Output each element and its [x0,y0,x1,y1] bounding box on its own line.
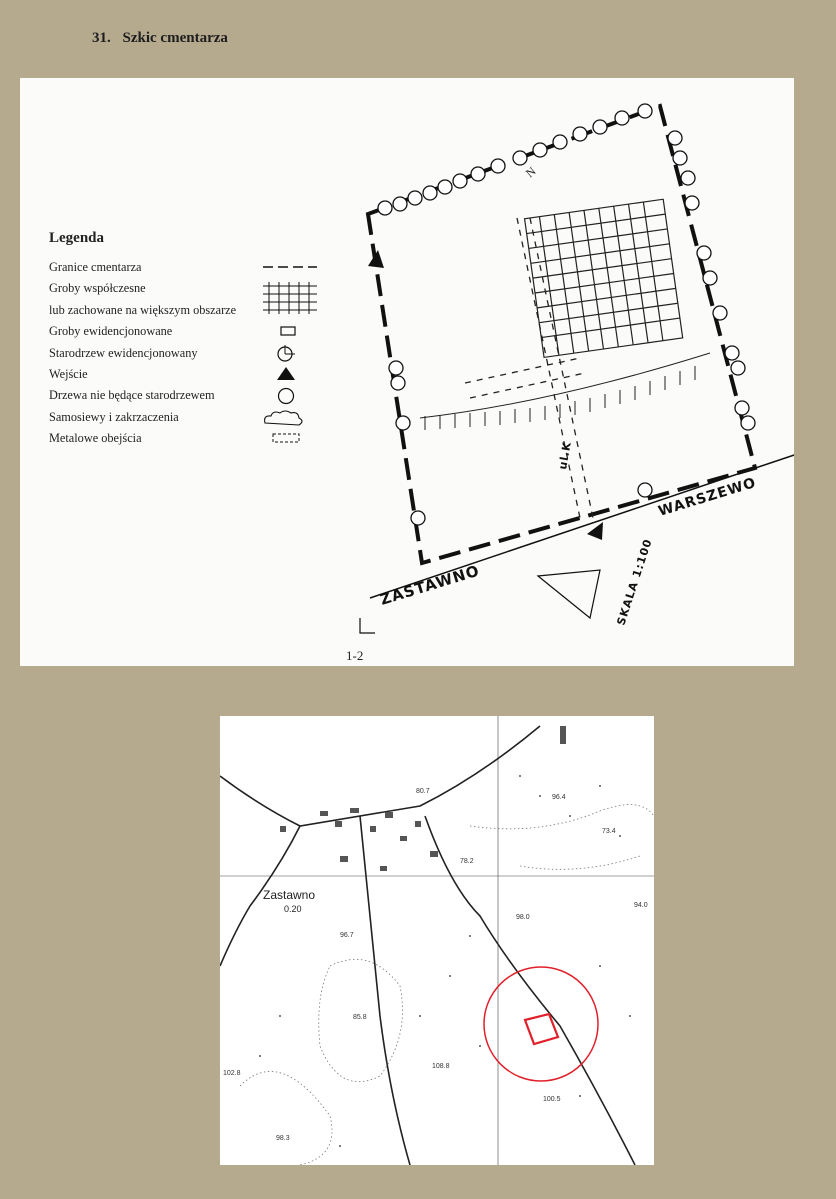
map-town-value: 0.20 [284,904,302,914]
legend-item [49,278,319,299]
location-map [220,716,654,1165]
legend [49,230,319,450]
scale-triangle [538,570,600,618]
shrub-cloud-icon [261,409,319,427]
legend-item [49,321,319,342]
legend-label: Groby współczesne [49,281,146,296]
street-label-warszewo: WARSZEWO [656,474,759,520]
legend-item [49,364,319,385]
section-title: Szkic cmentarza [122,30,228,46]
map-town-label: Zastawno [263,888,316,902]
old-tree-icon [261,345,319,365]
tree-circle-icon [261,387,319,405]
spot-height: 96.4 [552,794,566,801]
path-label: ul.K [556,440,574,471]
spot-height: 108.8 [432,1063,450,1070]
corner-mark [360,618,375,633]
spot-height: 98.0 [516,914,530,921]
legend-label: Drzewa nie będące starodrzewem [49,388,215,403]
cemetery-sketch-sheet [20,78,794,666]
legend-label: Starodrzew ewidencjonowany [49,345,198,360]
legend-label: Granice cmentarza [49,260,142,274]
map-buildings [280,726,566,871]
scale-label: SKALA 1:100 [614,537,655,627]
north-note: N [522,163,539,181]
spot-height: 102.8 [223,1070,241,1077]
spot-height: 73.4 [602,828,616,835]
inner-paths [465,218,593,518]
section-number: 31. [92,30,111,46]
spot-height: 96.7 [340,932,354,939]
legend-label: Wejście [49,366,88,381]
spot-height: 98.3 [276,1135,290,1142]
legend-item [49,385,319,406]
dashed-line-icon [261,259,319,275]
legend-title: Legenda [49,230,105,246]
map-contours [240,805,654,1165]
entrance-triangle-icon [261,366,319,382]
legend-item [49,428,319,449]
legend-item [49,343,319,364]
legend-item [49,300,319,321]
spot-height: 100.5 [543,1096,561,1103]
page-heading [92,30,228,47]
corner-label: 1-2 [346,648,364,663]
map-dots [259,775,631,1147]
spot-height: 80.7 [416,788,430,795]
legend-label: Metalowe obejścia [49,431,142,446]
legend-label: Samosiewy i zakrzaczenia [49,409,179,424]
topographic-map-drawing [220,716,654,1165]
legend-item [49,257,319,278]
location-highlight-circle [484,967,598,1081]
metal-fence-icon [261,430,319,446]
street-label-zastawno: ZASTAWNO [377,561,482,609]
map-grid-lines [220,716,654,1165]
spot-height: 78.2 [460,858,474,865]
spot-height: 85.8 [353,1014,367,1021]
spot-height: 94.0 [634,902,648,909]
grave-rectangle-icon [261,323,319,339]
legend-item [49,407,319,428]
legend-label: lub zachowane na większym obszarze [49,302,237,317]
legend-label: Groby ewidencjonowane [49,324,173,339]
modern-graves-grid [525,199,683,357]
